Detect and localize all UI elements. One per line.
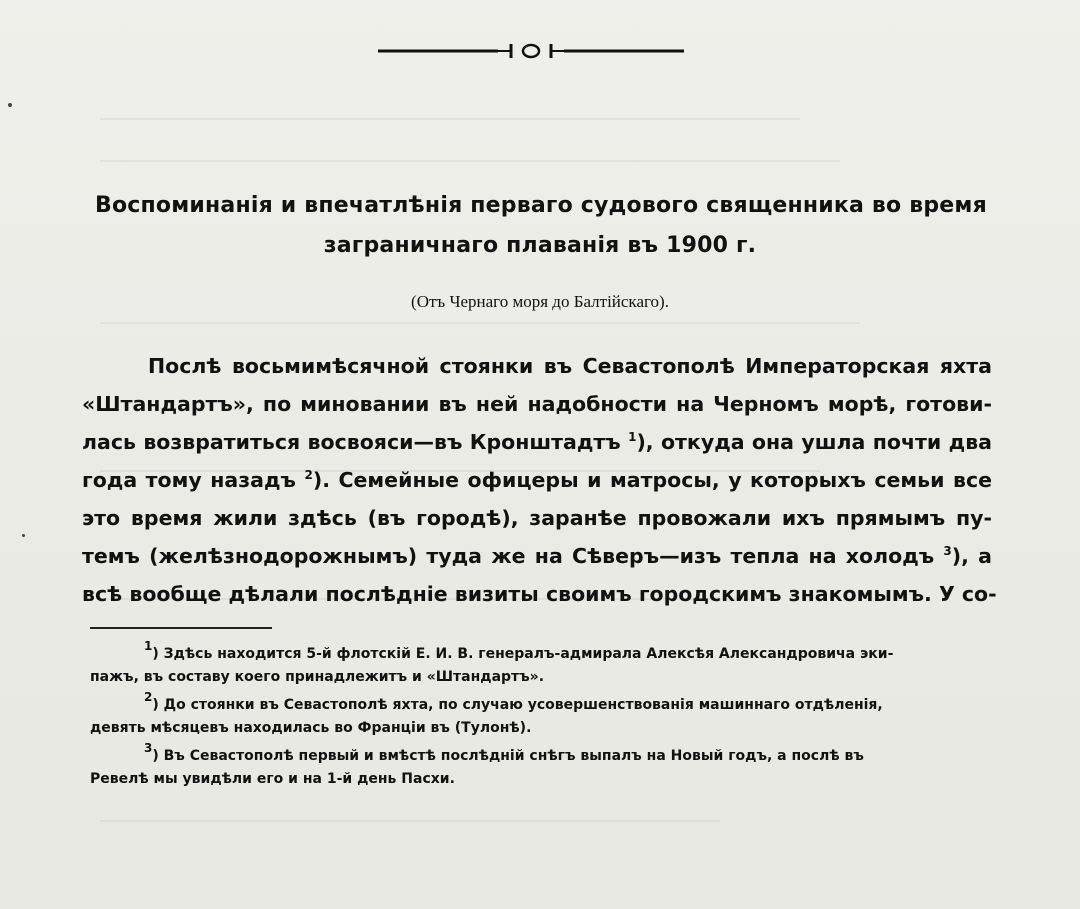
footnote-line (90, 741, 1010, 768)
footnote-mark: 1 (144, 639, 153, 653)
footnote-line: пажъ, въ составу коего принадлежитъ и «Штандартъ». (90, 669, 545, 685)
body-line-text: темъ (желѣзнодорожнымъ) туда же на Сѣверъ—изъ тепла на холодъ (82, 544, 935, 568)
body-line (82, 461, 992, 499)
bleed-through-texture (100, 118, 800, 120)
body-line (82, 537, 992, 575)
footnote-text: ) Въ Севастополѣ первый и вмѣстѣ послѣдній снѣгъ выпалъ на Новый годъ, а послѣ въ (152, 748, 864, 764)
body-line: Послѣ восьмимѣсячной стоянки въ Севастополѣ Императорская яхта (148, 354, 992, 378)
header-ornament (378, 40, 684, 62)
body-line: всѣ вообще дѣлали послѣдніе визиты своимъ городскимъ знакомымъ. У со- (82, 582, 997, 606)
body-line: «Штандартъ», по миновании въ ней надобности на Черномъ морѣ, готови- (82, 392, 992, 416)
bleed-through-texture (100, 820, 720, 822)
body-line-text: ), а (951, 544, 992, 568)
footnote-line: Ревелѣ мы увидѣли его и на 1-й день Пасхи. (90, 771, 455, 787)
footnote-line: девять мѣсяцевъ находилась во Франціи въ (Тулонѣ). (90, 720, 532, 736)
footnotes (90, 639, 1010, 796)
footnote-ref: 2 (304, 468, 313, 482)
article-subtitle: (Отъ Чернаго моря до Балтійскаго). (411, 292, 669, 311)
footnote-line (90, 690, 1010, 717)
body-line-text: ). Семейные офицеры и матросы, у которыхъ семьи все (312, 468, 993, 492)
bleed-through-texture (100, 160, 840, 162)
footnote (90, 639, 1010, 689)
article-body (82, 347, 997, 613)
footnote (90, 741, 1010, 791)
footnote-ref: 1 (628, 430, 637, 444)
body-line (82, 423, 992, 461)
footnote-text: ) Здѣсь находится 5-й флотскій Е. И. В. генералъ-адмирала Алексѣя Александровича эки- (152, 646, 894, 662)
title-line: заграничнаго плаванія въ 1900 г. (323, 233, 757, 258)
footnote-mark: 2 (144, 690, 153, 704)
bleed-through-texture (100, 322, 860, 324)
scan-speck (22, 534, 25, 537)
footnote-mark: 3 (144, 741, 153, 755)
scan-speck (8, 103, 12, 107)
footnote-text: ) До стоянки въ Севастополѣ яхта, по случаю усовершенствованія машиннаго отдѣленія, (152, 697, 883, 713)
body-line-text: года тому назадъ (82, 468, 296, 492)
body-line-text: лась возвратиться восвояси—въ Кронштадтъ (82, 430, 621, 454)
body-line: это время жили здѣсь (въ городѣ), заранѣе провожали ихъ прямымъ пу- (82, 506, 992, 530)
title-line: Воспоминанія и впечатлѣнія перваго судового священника во время (95, 193, 987, 218)
body-line-text: ), откуда она ушла почти два (636, 430, 992, 454)
article-title (95, 186, 985, 266)
footnote (90, 690, 1010, 740)
footnote-line (90, 639, 1010, 666)
footnote-ref: 3 (943, 544, 952, 558)
footnote-divider (90, 627, 272, 629)
